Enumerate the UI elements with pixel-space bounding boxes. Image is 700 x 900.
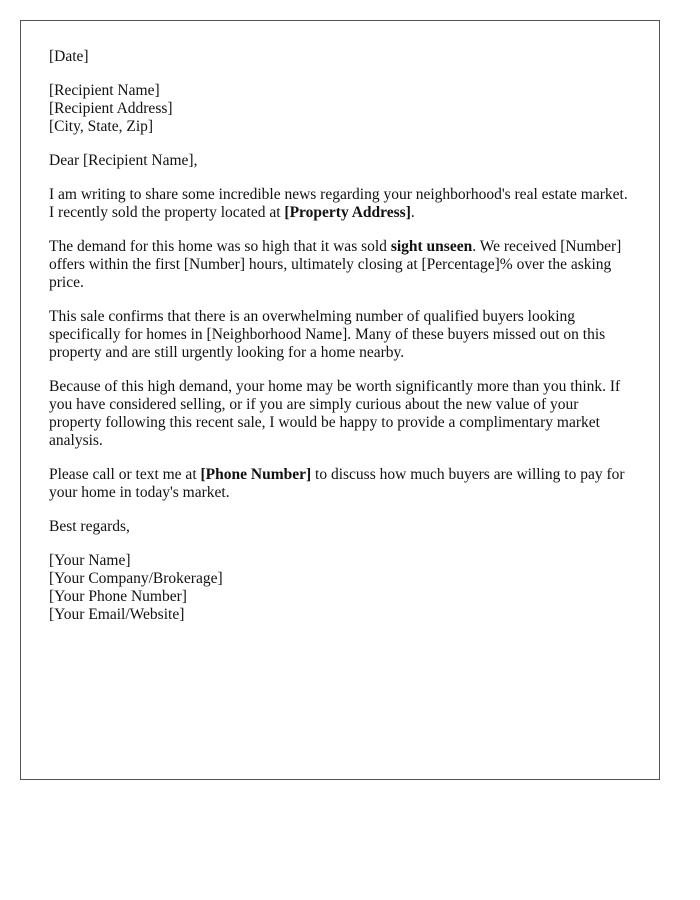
sight-unseen: sight unseen [390,238,473,255]
paragraph-contact-text-2: to discuss how much buyers are willing to pay for your home in today's market. [49,466,625,501]
closing: Best regards, [49,518,130,535]
signature-block [49,552,631,624]
paragraph-intro-text: I am writing to share some incredible news regarding your neighborhood's real estate market. I recently sold the property located at [49,186,628,221]
paragraph-intro-end: . [410,204,415,221]
phone-number: [Phone Number] [200,466,312,483]
signature-email: [Your Email/Website] [49,606,185,623]
paragraph-demand-text-1: The demand for this home was so high that it was sold [49,238,391,255]
paragraph-demand-text-2: . We received [Number] offers within the first [Number] hours, ultimately closing at [Percentage]% over the asking price. [49,238,622,291]
recipient-address: [Recipient Address] [49,100,173,117]
recipient-city-state-zip: [City, State, Zip] [49,118,154,135]
recipient-name: [Recipient Name] [49,82,160,99]
signature-name: [Your Name] [49,552,131,569]
paragraph-contact [49,466,631,502]
recipient-block [49,82,631,136]
date: [Date] [49,48,89,65]
letter-page [20,20,660,780]
paragraph-value: Because of this high demand, your home may be worth significantly more than you think. If you have considered selling, or if you are simply curious about the new value of your property following this recent sale, I would be happy to provide a complimentary market analysis. [49,378,621,449]
date-line [49,48,631,66]
signature-phone: [Your Phone Number] [49,588,187,605]
property-address: [Property Address] [284,204,411,221]
paragraph-contact-text-1: Please call or text me at [49,466,201,483]
paragraph-demand [49,238,631,292]
signature-company: [Your Company/Brokerage] [49,570,223,587]
paragraph-intro [49,186,631,222]
salutation: Dear [Recipient Name], [49,152,198,169]
paragraph-buyers: This sale confirms that there is an overwhelming number of qualified buyers looking specifically for homes in [Neighborhood Name]. Many of these buyers missed out on this property and are still urgently looking for a home nearby. [49,308,606,361]
